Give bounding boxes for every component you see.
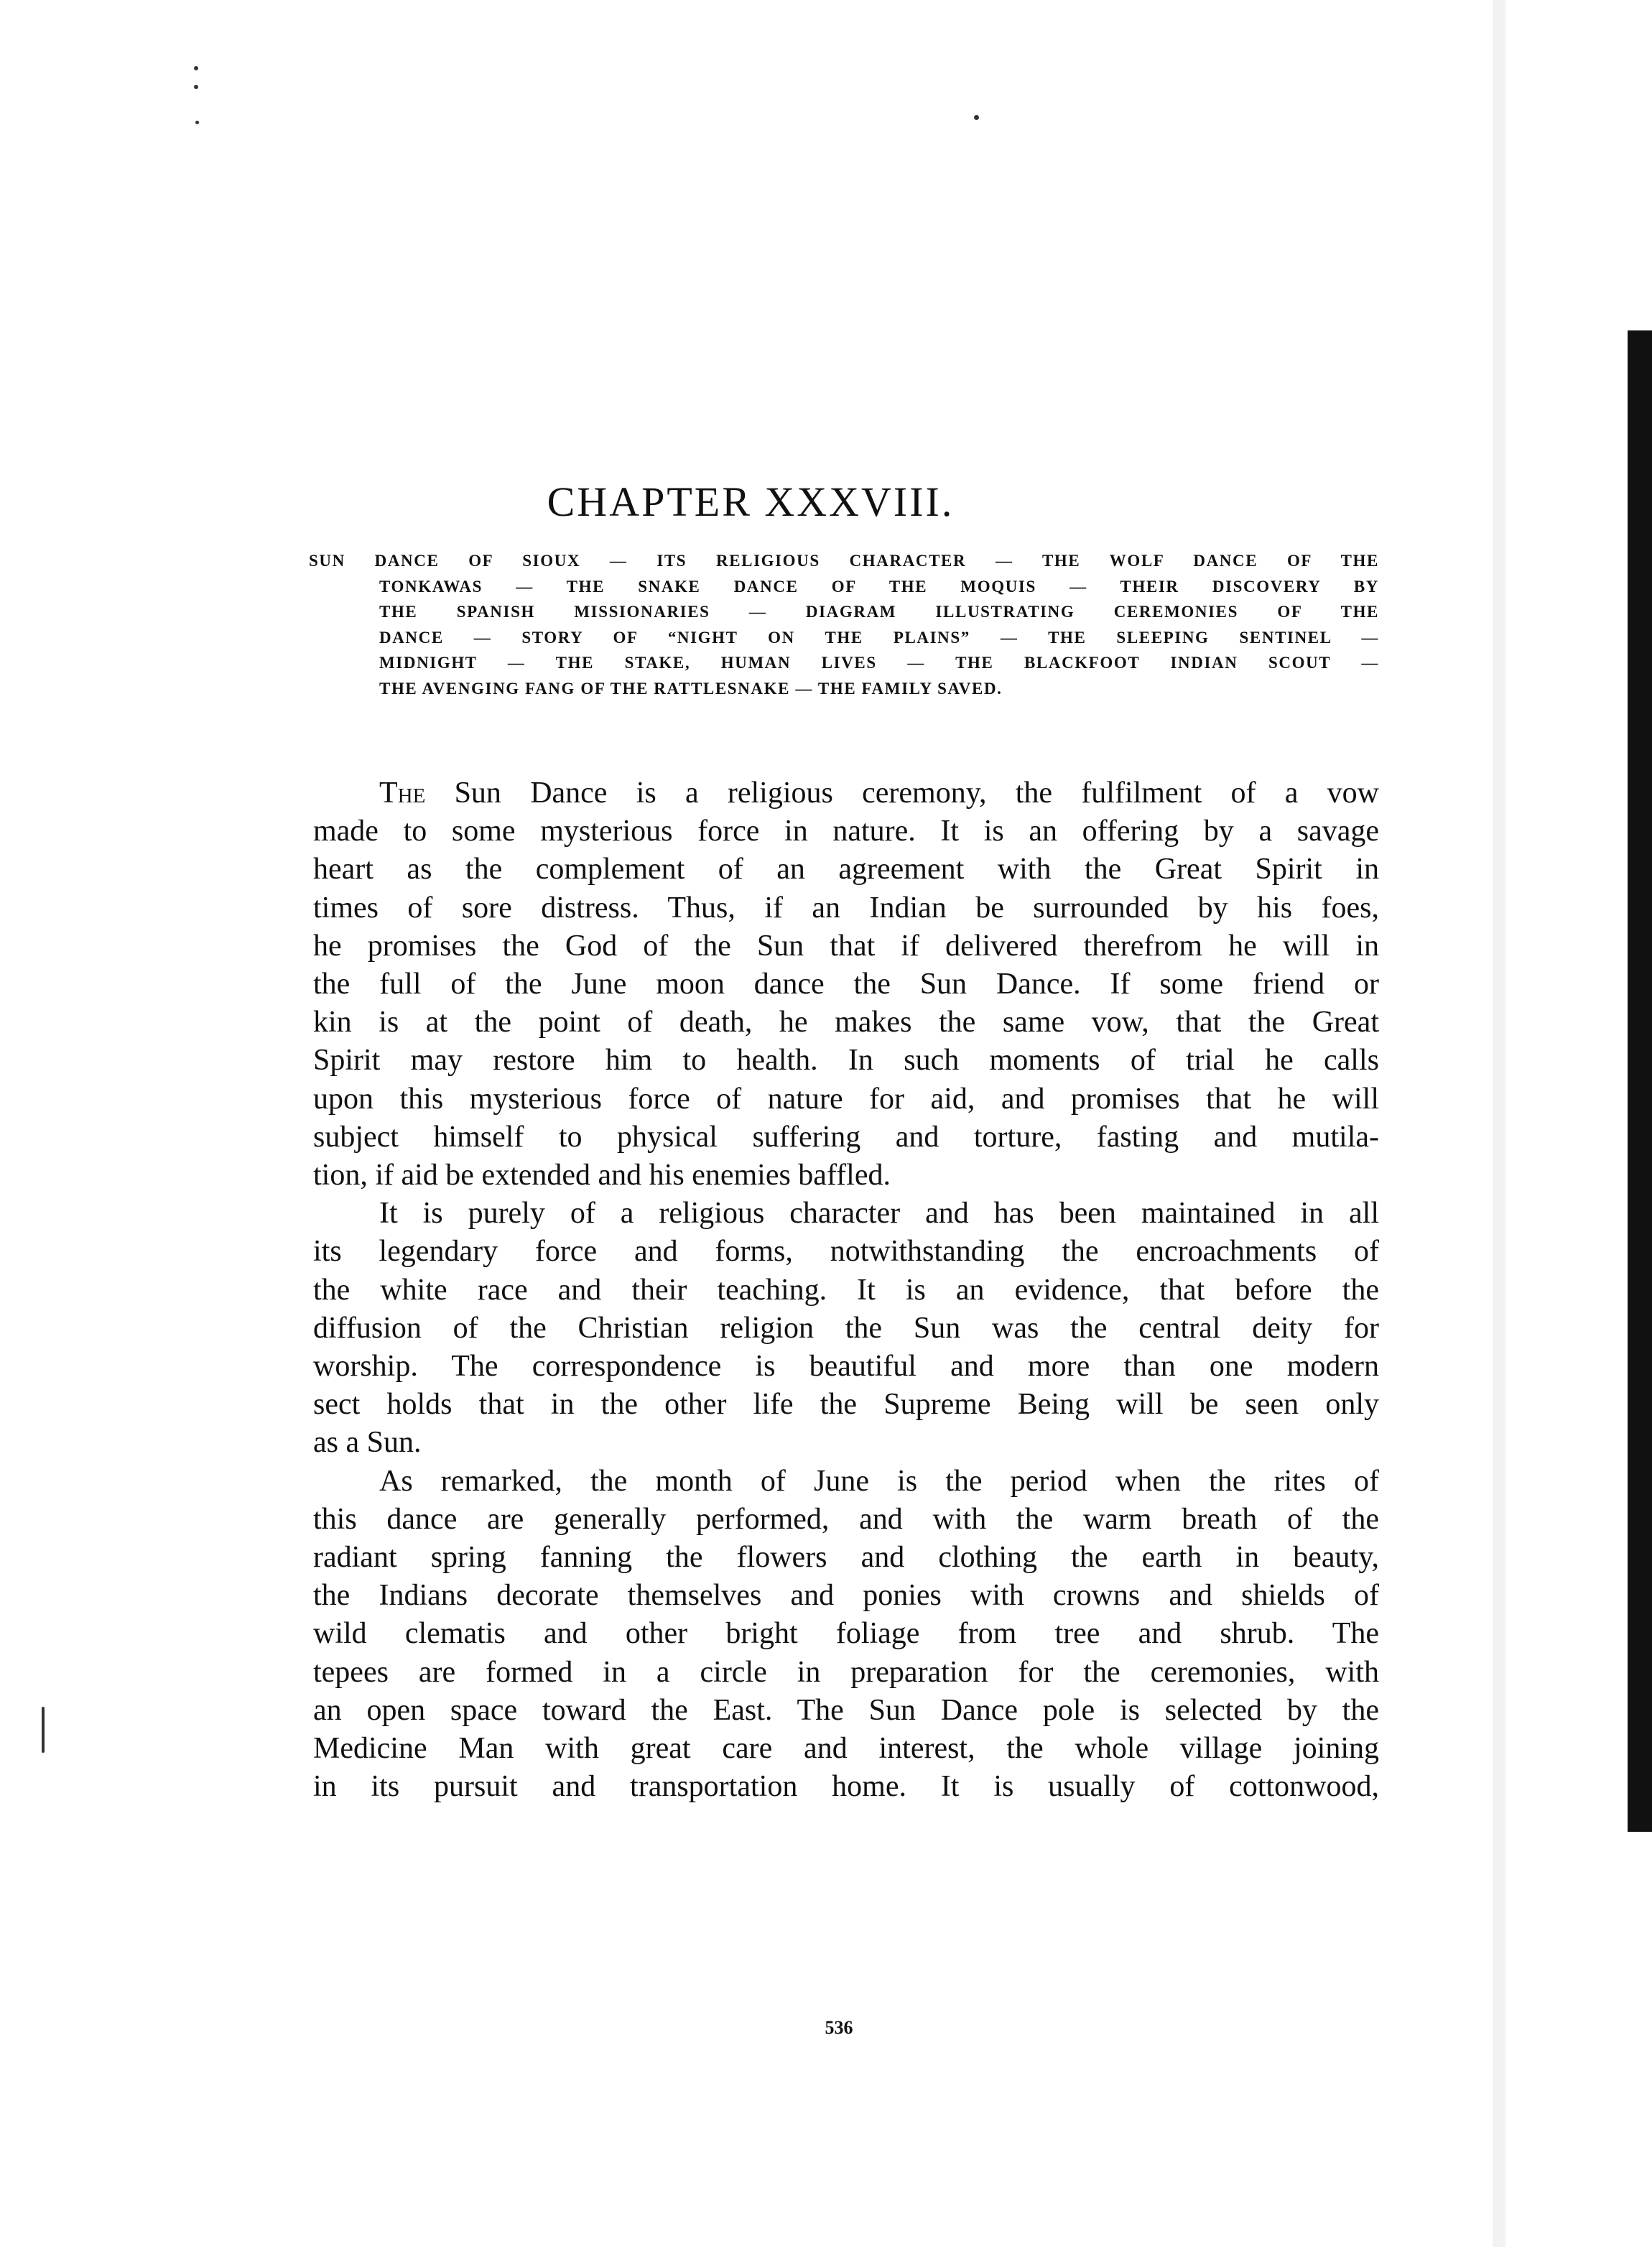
chapter-synopsis: [309, 548, 1379, 701]
text-line: made to some mysterious force in nature. It is an offering by a savage: [313, 815, 1379, 848]
synopsis-line: THE AVENGING FANG OF THE RATTLESNAKE — THE FAMILY SAVED.: [379, 679, 1003, 698]
text-line: an open space toward the East. The Sun Dance pole is selected by the: [313, 1693, 1379, 1727]
text-line: It is purely of a religious character and has been maintained in all: [379, 1197, 1379, 1231]
margin-speck: [42, 1707, 45, 1753]
text-line: this dance are generally performed, and with the warm breath of the: [313, 1502, 1379, 1536]
text-line: the full of the June moon dance the Sun Dance. If some friend or: [313, 968, 1379, 1001]
text-line: As remarked, the month of June is the period when the rites of: [379, 1464, 1379, 1498]
text-line: diffusion of the Christian religion the Sun was the central deity for: [313, 1311, 1379, 1345]
first-word: The: [379, 777, 426, 810]
synopsis-line: MIDNIGHT — THE STAKE, HUMAN LIVES — THE BLACKFOOT INDIAN SCOUT —: [379, 654, 1379, 672]
text-line: the white race and their teaching. It is an evidence, that before the: [313, 1273, 1379, 1307]
text-line: radiant spring fanning the flowers and clothing the earth in beauty,: [313, 1541, 1379, 1575]
text-line: Medicine Man with great care and interest, the whole village joining: [313, 1732, 1379, 1766]
text-line: times of sore distress. Thus, if an Indian be surrounded by his foes,: [313, 891, 1379, 925]
text-line: heart as the complement of an agreement with the Great Spirit in: [313, 853, 1379, 886]
text-line: subject himself to physical suffering and torture, fasting and mutila-: [313, 1120, 1379, 1154]
text-line: tion, if aid be extended and his enemies baffled.: [313, 1159, 891, 1192]
margin-speck: [974, 115, 979, 120]
synopsis-line: TONKAWAS — THE SNAKE DANCE OF THE MOQUIS — THEIR DISCOVERY BY: [379, 577, 1379, 596]
text-line: sect holds that in the other life the Supreme Being will be seen only: [313, 1388, 1379, 1422]
text-line: in its pursuit and transportation home. It is usually of cottonwood,: [313, 1770, 1379, 1804]
text-line: Spirit may restore him to health. In such moments of trial he calls: [313, 1044, 1379, 1078]
text-line: wild clematis and other bright foliage from tree and shrub. The: [313, 1617, 1379, 1651]
margin-speck: [195, 121, 199, 124]
synopsis-line: THE SPANISH MISSIONARIES — DIAGRAM ILLUSTRATING CEREMONIES OF THE: [379, 603, 1379, 621]
paragraph-2: [313, 1195, 1379, 1462]
text-line: he promises the God of the Sun that if delivered therefrom he will in: [313, 929, 1379, 963]
paragraph-1: [313, 774, 1379, 1195]
synopsis-line: SUN DANCE OF SIOUX — ITS RELIGIOUS CHARACTER — THE WOLF DANCE OF THE: [309, 552, 1379, 570]
text-line: [313, 774, 1379, 812]
text-line: as a Sun.: [313, 1426, 422, 1460]
text-line: kin is at the point of death, he makes the same vow, that the Great: [313, 1006, 1379, 1039]
chapter-title: CHAPTER XXXVIII.: [547, 478, 955, 525]
text-line: the Indians decorate themselves and ponies with crowns and shields of: [313, 1579, 1379, 1613]
margin-speck: [194, 85, 198, 89]
facing-page-edge: [1628, 330, 1652, 1832]
margin-speck: [194, 66, 198, 70]
text-line: its legendary force and forms, notwithstanding the encroachments of: [313, 1235, 1379, 1269]
facing-page-margin: [1505, 0, 1652, 2247]
paragraph-3: [313, 1463, 1379, 1807]
page-edge: [1493, 0, 1505, 2247]
text-line: worship. The correspondence is beautiful and more than one modern: [313, 1350, 1379, 1384]
page-number: 536: [825, 2017, 853, 2038]
body-text: [313, 774, 1379, 1806]
synopsis-line: DANCE — STORY OF “NIGHT ON THE PLAINS” — THE SLEEPING SENTINEL —: [379, 628, 1379, 647]
text-line: upon this mysterious force of nature for aid, and promises that he will: [313, 1082, 1379, 1116]
text-line: tepees are formed in a circle in preparation for the ceremonies, with: [313, 1655, 1379, 1689]
text-line-rest: Sun Dance is a religious ceremony, the fulfilment of a vow: [425, 777, 1379, 810]
